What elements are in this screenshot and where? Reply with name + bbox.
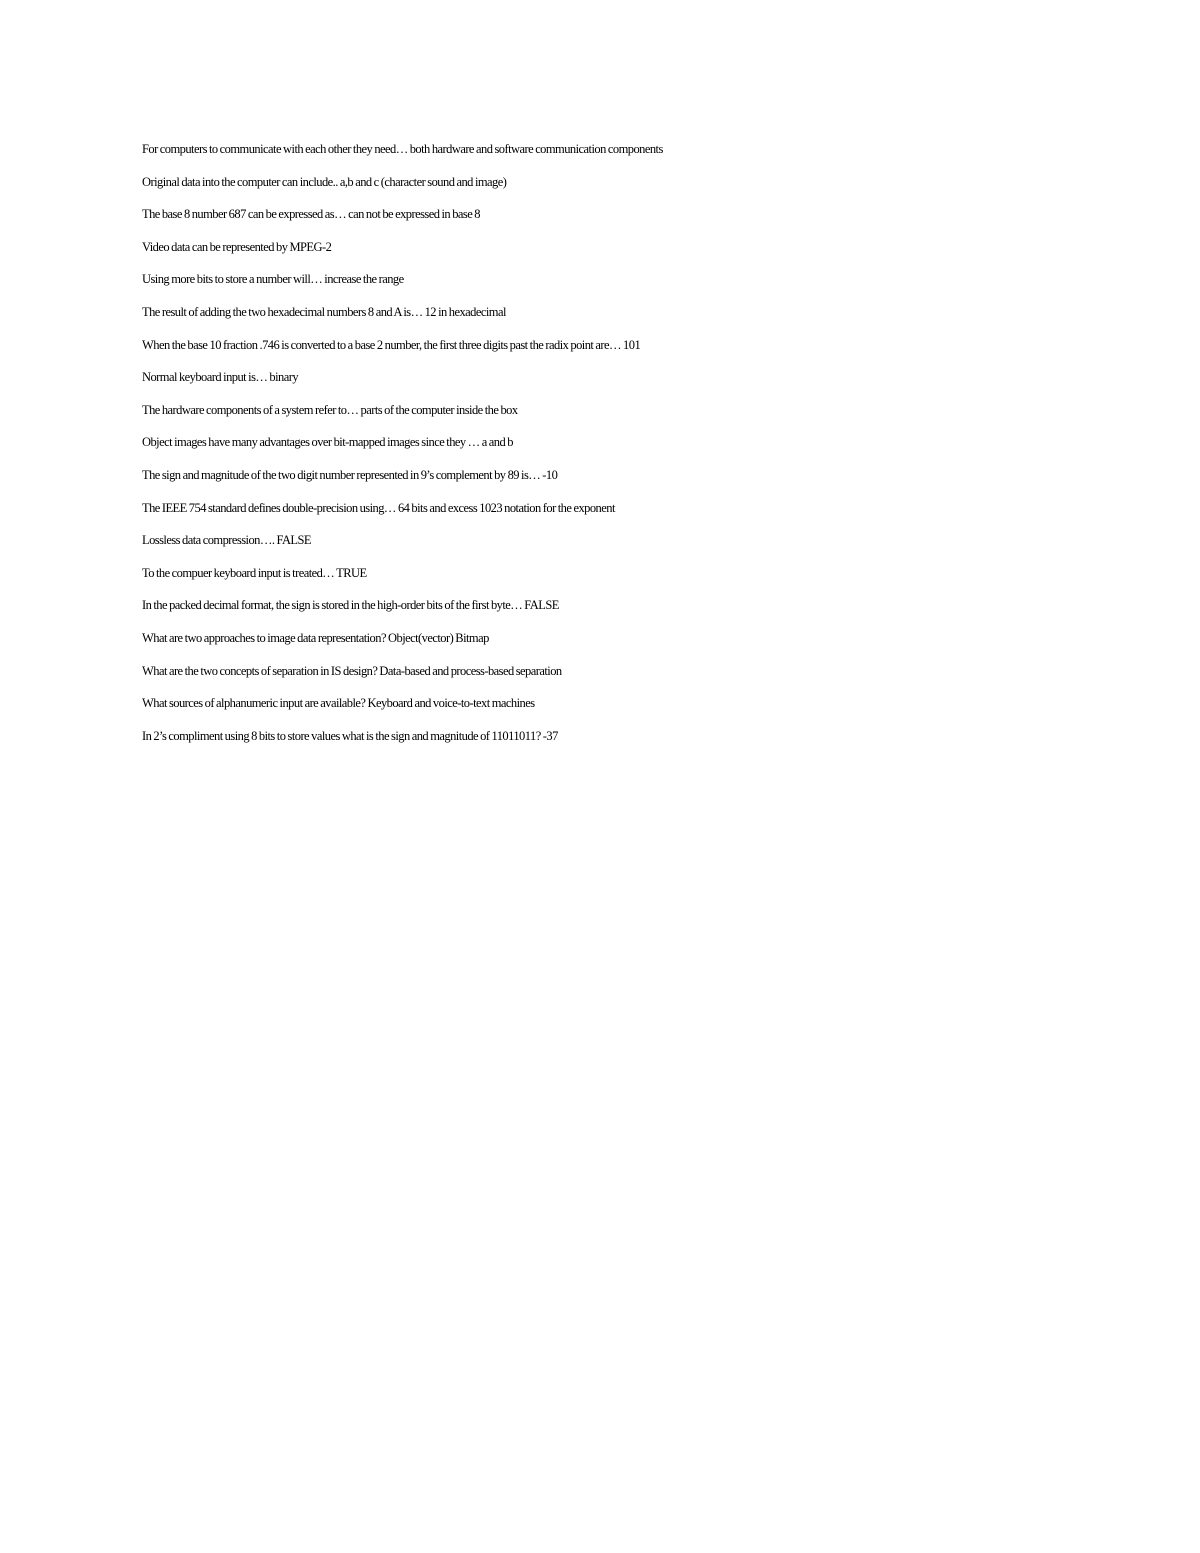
text-line-9: The hardware components of a system refer to… parts of the computer inside the box [142,402,518,417]
text-line-5: Using more bits to store a number will… increase the range [142,272,404,287]
text-line-8: Normal keyboard input is… binary [142,370,299,385]
text-line-19: In 2’s compliment using 8 bits to store values what is the sign and magnitude of 11011011? -37 [142,728,558,743]
text-line-3: The base 8 number 687 can be expressed as… can not be expressed in base 8 [142,207,480,222]
text-line-4: Video data can be represented by MPEG-2 [142,239,332,254]
text-line-10: Object images have many advantages over bit-mapped images since they … a and b [142,435,513,450]
text-line-17: What are the two concepts of separation in IS design? Data-based and process-based separation [142,663,562,678]
text-line-2: Original data into the computer can include.. a,b and c (character sound and image) [142,174,507,189]
text-line-13: Lossless data compression…. FALSE [142,533,311,548]
text-line-14: To the compuer keyboard input is treated… TRUE [142,565,367,580]
text-line-6: The result of adding the two hexadecimal numbers 8 and A is… 12 in hexadecimal [142,304,506,319]
text-line-15: In the packed decimal format, the sign is stored in the high-order bits of the first byte… FALSE [142,598,559,613]
text-line-1: For computers to communicate with each other they need… both hardware and software communication components [142,142,663,156]
question-answer-list [142,139,1142,758]
text-line-12: The IEEE 754 standard defines double-precision using… 64 bits and excess 1023 notation for the exponent [142,500,615,515]
text-line-11: The sign and magnitude of the two digit number represented in 9’s complement by 89 is… -10 [142,467,558,482]
text-line-7: When the base 10 fraction .746 is converted to a base 2 number, the first three digits past the radix point are… 101 [142,337,641,352]
text-line-16: What are two approaches to image data representation? Object(vector) Bitmap [142,630,489,645]
text-line-18: What sources of alphanumeric input are available? Keyboard and voice-to-text machines [142,696,535,711]
